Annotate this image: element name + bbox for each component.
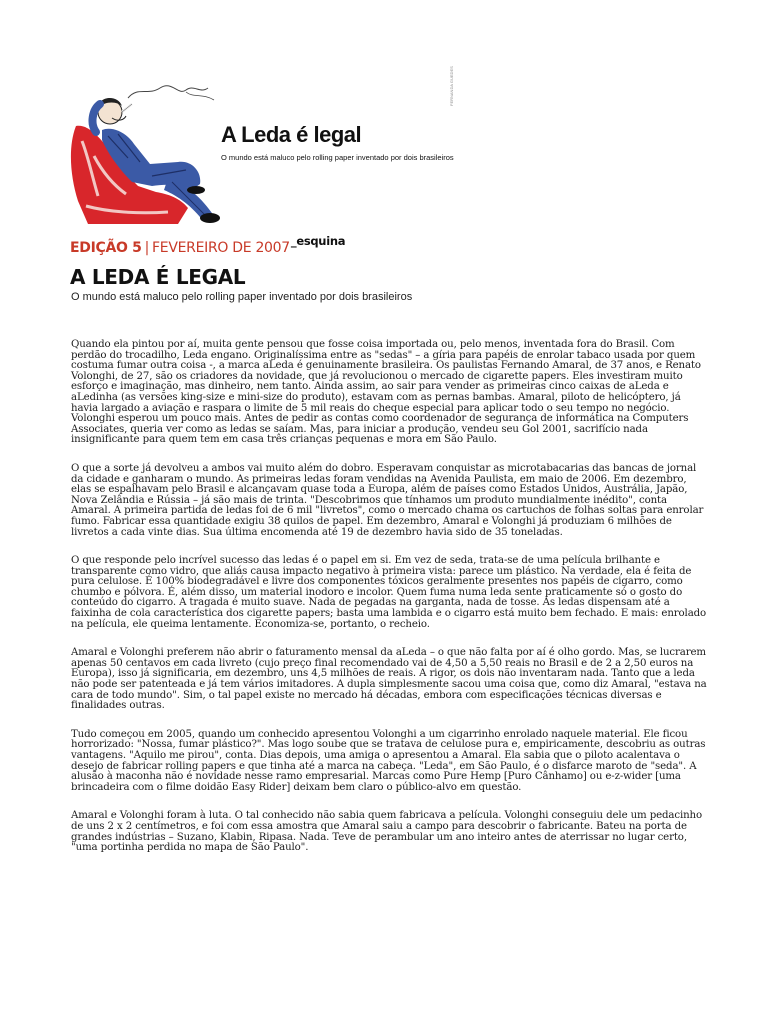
article-title: A LEDA É LEGAL [70,265,246,289]
edition-date: FEVEREIRO DE 2007 [152,240,290,256]
edition-line [70,234,346,256]
header-banner [68,66,478,228]
article-paragraph: Quando ela pintou por aí, muita gente pensou que fosse coisa importada ou, pelo menos, inventada fora do Brasil. Com perdão do trocadilho, Leda engano. Originalíssima entre as "sedas" – a gíria para papéis de enrolar tabaco usada por quem costuma fumar outra coisa -, a marca aLeda é genuinamente brasileira. Os paulistas Fernando Amaral, de 37 anos, e Renato Volonghi, de 27, são os criadores da novidade, que já revolucionou o mercado de cigarette papers. Eles investiram muito esforço e imaginação, mas dinheiro, nem tanto. Ainda assim, ao sair para vender as primeiras cinco caixas de aLeda e aLedinha (as versões king-size e mini-size do produto), estavam com as pernas bambas. Amaral, piloto de helicóptero, já havia largado a aviação e raspara o limite de 5 mil reais do cheque especial para aplicar todo o seu tempo no negócio. Volonghi esperou um pouco mais. Antes de pedir as contas como coordenador de segurança de informática na Computers Associates, queria ver como as ledas se saíam. Mas, para iniciar a produção, vendeu seu Gol 2001, sacrifício nada insignificante para quem tem em casa três crianças pequenas e mora em São Paulo. [71,339,701,446]
article-paragraph: Tudo começou em 2005, quando um conhecido apresentou Volonghi a um cigarrinho enrolado naquele material. Ele ficou horrorizado: "Nossa, fumar plástico?". Mas logo soube que se tratava de celulose pura e, empiricamente, descobriu as outras vantagens. "Aquilo me pirou", conta. Dias depois, uma amiga o apresentou a Amaral. Ela sabia que o piloto acalentava o desejo de fabricar rolling papers e que tinha até a marca na cabeça. "Leda", em São Paulo, é o disfarce maroto de "seda". A alusão à maconha não é novidade nesse ramo empresarial. Marcas como Pure Hemp [Puro Cânhamo] ou e-z-wider [uma brincadeira com o filme doidão Easy Rider] deixam bem claro o público-alvo em questão. [71,728,706,793]
article-paragraph: Amaral e Volonghi preferem não abrir o faturamento mensal da aLeda – o que não falta por aí é olho gordo. Mas, se lucrarem apenas 50 centavos em cada livreto (cujo preço final recomendado vai de 4,50 a 5,50 reais no Brasil e de 2 a 2,50 euros na Europa), isso já significaria, em dezembro, uns 4,5 milhões de reais. A rigor, os dois não inventaram nada. Tanto que a leda não pode ser patenteada e já tem vários imitadores. A dupla simplesmente sacou uma coisa que, como diz Amaral, "estava na cara de todo mundo". Sim, o tal papel existe no mercado há décadas, embora com especificações técnicas diversas e finalidades outras. [71,647,707,712]
edition-number[interactable]: EDIÇÃO 5 [70,240,142,256]
article-subtitle: O mundo está maluco pelo rolling paper inventado por dois brasileiros [71,291,413,303]
article-paragraph: O que a sorte já devolveu a ambos vai muito além do dobro. Esperavam conquistar as microtabacarias das bancas de jornal da cidade e ganharam o mundo. As primeiras ledas foram vendidas na Avenida Paulista, em maio de 2006. Em dezembro, elas se espalhavam pelo Brasil e alcançavam quase toda a Europa, além de países como Estados Unidos, Austrália, Japão, Nova Zelândia e Rússia – já são mais de trinta. "Descobrimos que tínhamos um produto mundialmente inédito", conta Amaral. A primeira partida de ledas foi de 6 mil "livretos", como o mercado chama os cartuchos de folhas soltas para enrolar fumo. Fabricar essa quantidade exigiu 38 quilos de papel. Em dezembro, Amaral e Volonghi já produziam 6 milhões de livretos a cada vinte dias. Sua última encomenda até 19 de dezembro havia sido de 35 toneladas. [71,462,704,538]
man-in-armchair-illustration [68,66,228,226]
banner-title: A Leda é legal [221,122,362,147]
banner-subtitle: O mundo está maluco pelo rolling paper inventado por dois brasileiros [221,153,454,162]
article-paragraph: O que responde pelo incrível sucesso das ledas é o papel em si. Em vez de seda, trata-se de uma película brilhante e transparente como vidro, que aliás causa impacto negativo à primeira vista: parece um plástico. Na verdade, ela é feita de pura celulose. É 100% biodegradável e livre dos componentes tóxicos geralmente presentes nos papéis de cigarro, como chumbo e pólvora. É, além disso, um material inodoro e incolor. Quem fuma numa leda sente praticamente só o gosto do conteúdo do cigarro. A tragada é muito suave. Nada de pegadas na garganta, nada de tosse. As ledas dispensam até a faixinha de cola característica dos cigarette papers; basta uma lambida e o cigarro está muito bem fechado. E mais: enrolado na película, ele queima lentamente. Economiza-se, portanto, o recheio. [71,555,707,630]
article-body [71,340,709,872]
article-paragraph: Amaral e Volonghi foram à luta. O tal conhecido não sabia quem fabricava a película. Volonghi conseguiu dele um pedacinho de uns 2 x 2 centímetros, e foi com essa amostra que Amaral saiu a campo para descobrir o fabricante. Bateu na porta de grandes indústrias – Suzano, Klabin, Ripasa. Nada. Teve de perambular um ano inteiro antes de aterrissar no lugar certo, "uma portinha perdida no mapa de São Paulo". [71,810,702,854]
illustration-credit: FERNANDA GUEDES [449,66,454,106]
section-label[interactable]: _esquina [290,234,346,248]
edition-separator: | [144,240,150,256]
